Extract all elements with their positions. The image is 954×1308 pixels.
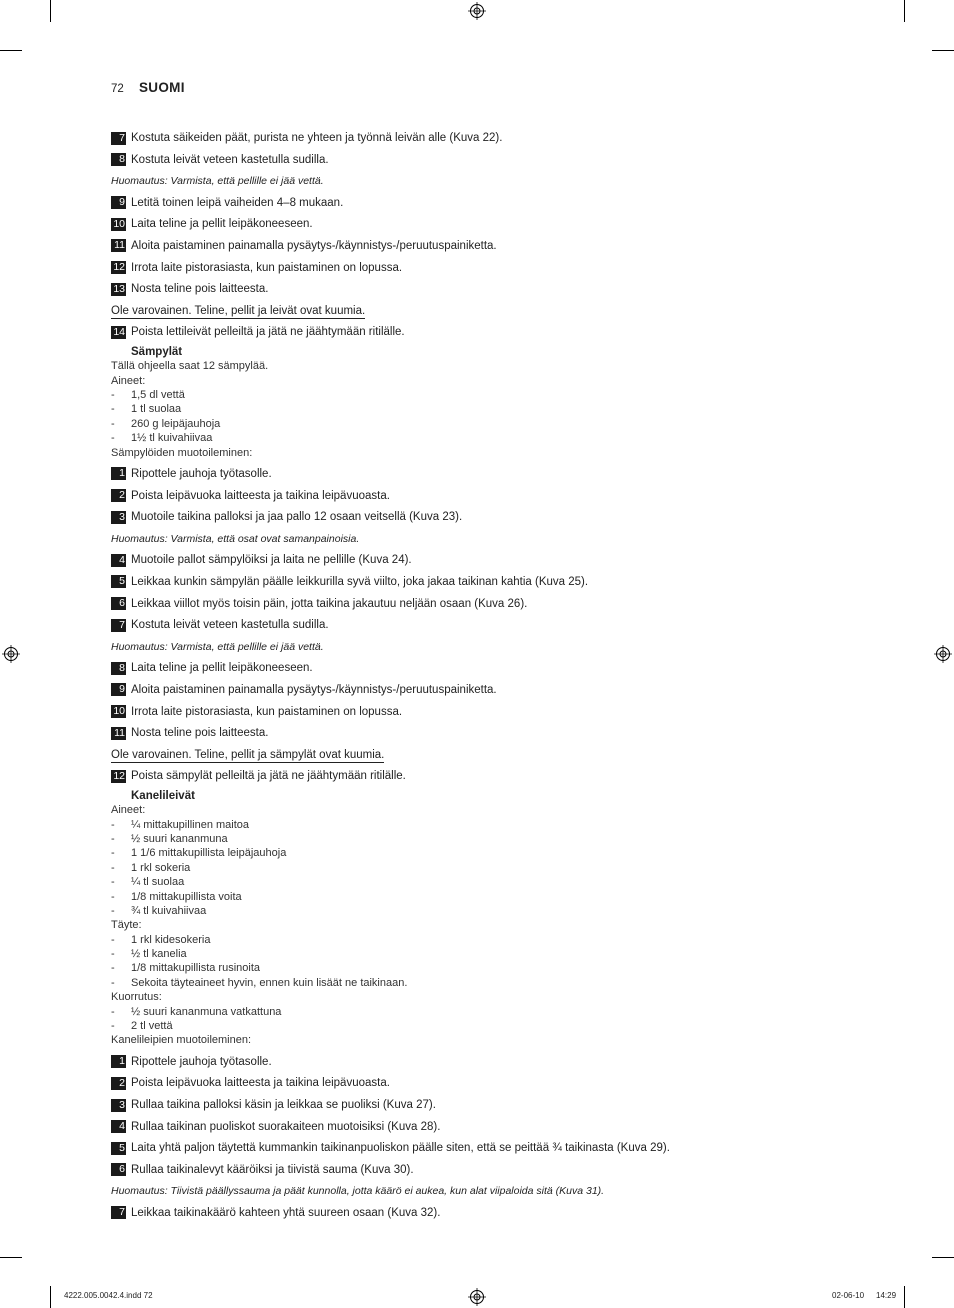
step-list [111,661,831,740]
step-number: 8 [111,153,126,166]
step-item [111,1163,831,1177]
step-item [111,553,831,567]
list-item [111,832,831,846]
step-text: Poista lettileivät pelleiltä ja jätä ne jäähtymään ritilälle. [131,326,405,339]
list-item-text: 1½ tl kuivahiivaa [131,432,213,445]
registration-mark-icon [468,2,486,20]
dash-icon: - [111,962,115,975]
note: Huomautus: Tiivistä päällyssauma ja päät kunnolla, jotta käärö ei aukea, kun alat viipaloida sitä (Kuva 31). [111,1185,605,1198]
step-number: 6 [111,597,126,610]
step-number: 9 [111,196,126,209]
list-item-text: 1 rkl sokeria [131,861,191,874]
step-number: 5 [111,575,126,588]
step-item [111,261,831,275]
note: Huomautus: Varmista, että pellille ei jää vettä. [111,175,324,188]
intro-text: Tällä ohjeella saat 12 sämpylää. [111,360,269,373]
list-item [111,417,831,431]
page-content [111,131,831,1228]
section-title-cinnamon: Kanelileivät [131,789,195,802]
step-list [111,467,831,524]
list-item-text: ½ suuri kananmuna vatkattuna [131,1005,282,1018]
step-number: 1 [111,467,126,480]
list-item-text: ½ suuri kananmuna [131,832,228,845]
step-text: Leikkaa viillot myös toisin päin, jotta taikina jakautuu neljään osaan (Kuva 26). [131,597,528,610]
step-item [111,510,831,524]
step-number: 14 [111,326,126,339]
crop-mark [904,0,905,22]
step-number: 10 [111,705,126,718]
list-item [111,875,831,889]
list-item-text: 1/8 mittakupillista voita [131,890,242,903]
step-text: Poista leipävuoka laitteesta ja taikina leipävuoasta. [131,1077,390,1090]
step-item [111,1141,831,1155]
dash-icon: - [111,403,115,416]
list-item-text: ½ tl kanelia [131,948,187,961]
step-number: 3 [111,511,126,524]
list-item [111,947,831,961]
step-text: Poista leipävuoka laitteesta ja taikina leipävuoasta. [131,489,390,502]
glaze-label: Kuorrutus: [111,991,162,1004]
step-text: Laita teline ja pellit leipäkoneeseen. [131,662,313,675]
step-text: Poista sämpylät pelleiltä ja jätä ne jäähtymään ritilälle. [131,770,406,783]
step-text: Irrota laite pistorasiasta, kun paistaminen on lopussa. [131,261,403,274]
step-text: Kostuta leivät veteen kastetulla sudilla. [131,153,329,166]
step-number: 10 [111,218,126,231]
step-item [111,661,831,675]
list-item [111,861,831,875]
step-item [111,282,831,296]
crop-mark [932,50,954,51]
dash-icon: - [111,948,115,961]
dash-icon: - [111,417,115,430]
list-item [111,388,831,402]
step-text: Aloita paistaminen painamalla pysäytys-/käynnistys-/peruutuspainiketta. [131,239,497,252]
list-item [111,818,831,832]
step-item [111,769,831,783]
list-item [111,890,831,904]
step-list [111,1206,831,1220]
step-item [111,618,831,632]
step-text: Ripottele jauhoja työtasolle. [131,467,272,480]
step-text: Letitä toinen leipä vaiheiden 4–8 mukaan. [131,196,344,209]
list-item [111,976,831,990]
step-text: Aloita paistaminen painamalla pysäytys-/käynnistys-/peruutuspainiketta. [131,683,497,696]
language-label: SUOMI [139,80,185,95]
step-number: 12 [111,770,126,783]
step-text: Ripottele jauhoja työtasolle. [131,1055,272,1068]
step-number: 13 [111,283,126,296]
step-text: Rullaa taikinalevyt kääröiksi ja tiivistä sauma (Kuva 30). [131,1163,414,1176]
step-item [111,489,831,503]
footer-time: 14:29 [876,1291,897,1300]
list-item [111,933,831,947]
step-text: Leikkaa kunkin sämpylän päälle leikkurilla syvä viilto, joka jakaa taikinan kahtia (Kuva 25). [131,575,589,588]
step-number: 1 [111,1055,126,1068]
step-list [111,196,831,296]
crop-mark [0,1257,22,1258]
dash-icon: - [111,1020,115,1033]
step-item [111,705,831,719]
list-item [111,961,831,975]
shaping-label: Kanelileipien muotoileminen: [111,1034,252,1047]
step-number: 2 [111,1077,126,1090]
step-text: Kostuta leivät veteen kastetulla sudilla. [131,619,329,632]
crop-mark [932,1257,954,1258]
list-item-text: 1/8 mittakupillista rusinoita [131,962,261,975]
step-number: 5 [111,1142,126,1155]
step-text: Muotoile pallot sämpylöiksi ja laita ne pellille (Kuva 24). [131,554,412,567]
shaping-label: Sämpylöiden muotoileminen: [111,446,253,459]
step-text: Kostuta säikeiden päät, purista ne yhteen ja työnnä leivän alle (Kuva 22). [131,132,503,144]
step-item [111,467,831,481]
step-text: Muotoile taikina palloksi ja jaa pallo 12 osaan veitsellä (Kuva 23). [131,511,463,524]
registration-mark-icon [468,1288,486,1306]
step-text: Nosta teline pois laitteesta. [131,283,269,296]
step-item [111,196,831,210]
list-item [111,846,831,860]
step-item [111,325,831,339]
dash-icon: - [111,832,115,845]
caution [111,748,831,762]
crop-mark [50,1286,51,1308]
list-item [111,1005,831,1019]
step-number: 11 [111,239,126,252]
filling-label: Täyte: [111,919,142,932]
registration-mark-icon [934,645,952,663]
step-item [111,1098,831,1112]
step-item [111,575,831,589]
footer-file-label: 4222.005.0042.4.indd 72 [64,1291,153,1300]
step-list [111,131,831,167]
dash-icon: - [111,861,115,874]
list-item-text: ¼ mittakupillinen maitoa [131,818,250,831]
dash-icon: - [111,847,115,860]
step-item [111,726,831,740]
dash-icon: - [111,933,115,946]
ingredients-label: Aineet: [111,804,146,817]
step-text: Laita yhtä paljon täytettä kummankin taikinanpuoliskon päälle siten, että se peittää ¾ taikinasta (Kuva 29). [131,1142,670,1155]
step-number: 7 [111,1206,126,1219]
step-item [111,239,831,253]
note: Huomautus: Varmista, että osat ovat samanpainoisia. [111,532,360,545]
step-text: Leikkaa taikinakäärö kahteen yhtä suureen osaan (Kuva 32). [131,1206,441,1219]
step-item [111,1206,831,1220]
list-item-text: 1 tl suolaa [131,403,182,416]
page-number: 72 [111,83,124,95]
crop-mark [0,50,22,51]
step-number: 2 [111,489,126,502]
step-item [111,1120,831,1134]
step-item [111,153,831,167]
step-number: 11 [111,727,126,740]
step-list [111,769,831,783]
page-header [111,80,185,95]
ingredients-label: Aineet: [111,374,146,387]
list-item-text: 2 tl vettä [131,1020,173,1033]
step-text: Irrota laite pistorasiasta, kun paistaminen on lopussa. [131,705,403,718]
list-item [111,904,831,918]
step-number: 4 [111,554,126,567]
step-list [111,325,831,339]
list-item-text: ¾ tl kuivahiivaa [131,904,207,917]
list-item [111,1019,831,1033]
step-number: 6 [111,1163,126,1176]
dash-icon: - [111,1005,115,1018]
step-text: Nosta teline pois laitteesta. [131,727,269,740]
step-item [111,217,831,231]
step-number: 4 [111,1120,126,1133]
crop-mark [50,0,51,22]
dash-icon: - [111,890,115,903]
list-item-text: 1 1/6 mittakupillista leipäjauhoja [131,847,287,860]
dash-icon: - [111,876,115,889]
list-item [111,402,831,416]
step-list [111,1055,831,1177]
bullet-list [111,818,831,919]
step-text: Laita teline ja pellit leipäkoneeseen. [131,218,313,231]
step-text: Rullaa taikinan puoliskot suorakaiteen muotoisiksi (Kuva 28). [131,1120,441,1133]
footer-date: 02-06-10 [832,1291,865,1300]
step-number: 8 [111,662,126,675]
caution-text: Ole varovainen. Teline, pellit ja leivät ovat kuumia. [111,304,366,317]
step-item [111,1055,831,1069]
section-title-rolls: Sämpylät [131,345,183,358]
dash-icon: - [111,432,115,445]
list-item-text: 260 g leipäjauhoja [131,417,221,430]
step-list [111,553,831,632]
step-number: 7 [111,619,126,632]
step-item [111,1076,831,1090]
step-item [111,683,831,697]
step-number: 3 [111,1099,126,1112]
list-item-text: ¼ tl suolaa [131,876,185,889]
caution-text: Ole varovainen. Teline, pellit ja sämpylät ovat kuumia. [111,748,385,761]
note: Huomautus: Varmista, että pellille ei jää vettä. [111,640,324,653]
bullet-list [111,1005,831,1034]
step-number: 9 [111,683,126,696]
step-item [111,597,831,611]
dash-icon: - [111,818,115,831]
bullet-list [111,388,831,446]
caution [111,304,831,318]
list-item-text: 1 rkl kidesokeria [131,933,211,946]
bullet-list [111,933,831,991]
dash-icon: - [111,976,115,989]
step-item [111,131,831,145]
crop-mark [904,1286,905,1308]
registration-mark-icon [2,645,20,663]
step-text: Rullaa taikina palloksi käsin ja leikkaa se puoliksi (Kuva 27). [131,1099,436,1111]
dash-icon: - [111,389,115,402]
step-number: 12 [111,261,126,274]
dash-icon: - [111,904,115,917]
list-item [111,431,831,445]
list-item-text: Sekoita täyteaineet hyvin, ennen kuin lisäät ne taikinaan. [131,976,408,989]
step-number: 7 [111,132,126,145]
list-item-text: 1,5 dl vettä [131,389,185,402]
